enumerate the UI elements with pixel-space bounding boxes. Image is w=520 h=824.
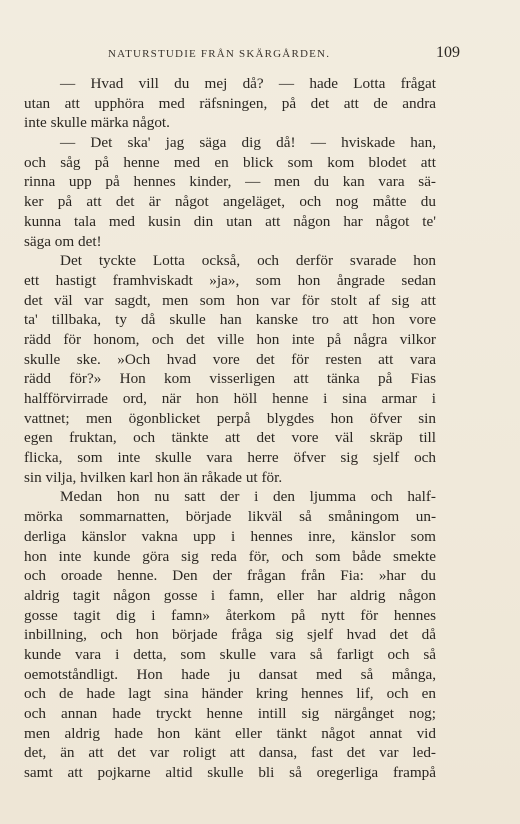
running-head: NATURSTUDIE FRÅN SKÄRGÅRDEN. bbox=[108, 48, 331, 60]
page-header bbox=[24, 44, 460, 64]
text-line: egen fruktan, och tänkte att det vore väl skräp till bbox=[24, 429, 436, 447]
text-line: utan att upphöra med räfsningen, på det att de andra bbox=[24, 94, 436, 112]
text-line: oemotståndligt. Hon hade ju dansat med så många, bbox=[24, 665, 436, 683]
text-line: ker på att det är något angeläget, och nog måtte du bbox=[24, 193, 436, 211]
text-line: rinna upp på hennes kinder, — men du kan vara sä- bbox=[24, 173, 436, 191]
text-line: säga om det! bbox=[24, 232, 102, 250]
text-line: ta' tillbaka, ty då skulle han kanske tro att hon vore bbox=[24, 311, 436, 329]
text-line: samt att pojkarne altid skulle bli så oregerliga frampå bbox=[24, 764, 436, 782]
text-line: skulle ske. »Och hvad vore det för resten att vara bbox=[24, 350, 436, 368]
text-line: — Det ska' jag säga dig då! — hviskade han, bbox=[60, 134, 436, 152]
text-line: Det tyckte Lotta också, och derför svarade hon bbox=[60, 252, 436, 270]
text-line: det, än att det var roligt att dansa, fast det var led- bbox=[24, 744, 436, 762]
text-line: mörka sommarnatten, började likväl så småningom un- bbox=[24, 508, 436, 526]
text-line: kunna tala med kusin din utan att någon har något te' bbox=[24, 212, 436, 230]
text-line: — Hvad vill du mej då? — hade Lotta frågat bbox=[60, 75, 436, 92]
text-line: det väl var sagdt, men som hon var för stolt af sig att bbox=[24, 291, 436, 309]
text-line: vattnet; men ögonblicket perpå blygdes hon öfver sin bbox=[24, 409, 436, 427]
text-line: gosse tagit dig i famn» återkom på nytt för hennes bbox=[24, 606, 436, 624]
text-line: men aldrig hade hon känt eller tänkt något annat vid bbox=[24, 724, 436, 742]
text-line: Medan hon nu satt der i den ljumma och half- bbox=[60, 488, 436, 506]
text-line: inbillning, och hon började fråga sig sjelf hvad det då bbox=[24, 626, 436, 644]
text-line: derliga känslor vakna upp i hennes inre, känslor som bbox=[24, 527, 436, 545]
text-line: och annan hade tryckt henne intill sig närgånget nog; bbox=[24, 705, 436, 722]
text-line: och oroade henne. Den der frågan från Fia: »har du bbox=[24, 567, 436, 585]
text-line: halfförvirrade ord, när hon höll henne i sina armar i bbox=[24, 390, 436, 407]
paragraph bbox=[24, 74, 436, 133]
text-line: aldrig tagit någon gosse i famn, eller har aldrig någon bbox=[24, 586, 436, 604]
text-line: sin vilja, hvilken karl hon än råkade ut för. bbox=[24, 468, 283, 486]
text-line: inte skulle märka något. bbox=[24, 114, 170, 132]
paragraph bbox=[24, 133, 436, 251]
text-line: flicka, som inte skulle vara herre öfver sig sjelf och bbox=[24, 449, 436, 467]
text-line: och såg på henne med en blick som kom blodet att bbox=[24, 153, 436, 171]
text-line: rädd för?» Hon kom visserligen att tänka på Fias bbox=[24, 370, 436, 388]
paragraph bbox=[24, 487, 436, 782]
text-line: hon inte kunde göra sig reda för, och som både smekte bbox=[24, 547, 436, 565]
paragraph bbox=[24, 251, 436, 487]
text-line: ett hastigt framhviskadt »ja», som hon ångrade sedan bbox=[24, 271, 436, 289]
page-number: 109 bbox=[436, 44, 460, 61]
text-line: kunde vara i detta, som skulle vara så farligt och så bbox=[24, 645, 436, 663]
body-text bbox=[24, 74, 436, 783]
text-line: rädd för honom, och det ville hon inte på några vilkor bbox=[24, 330, 436, 348]
text-line: och de hade lagt sina händer kring hennes lif, och en bbox=[24, 685, 436, 703]
